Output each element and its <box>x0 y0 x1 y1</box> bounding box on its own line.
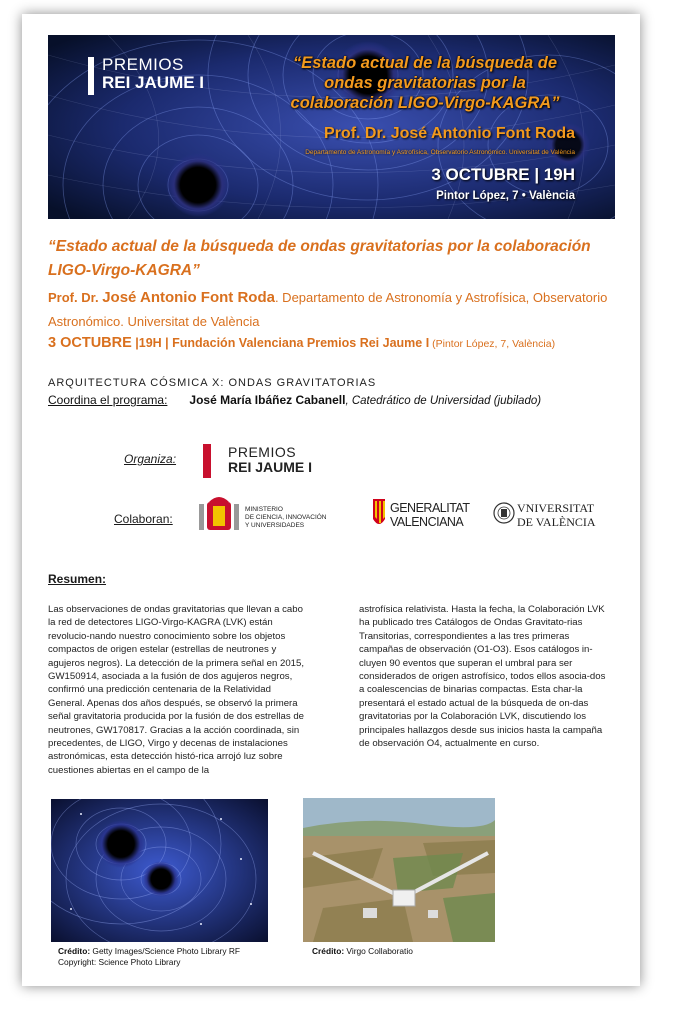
ministerio-text <box>245 506 345 530</box>
banner-logo-line2: REI JAUME I <box>102 73 205 92</box>
image1-credit-label: Crédito: <box>58 946 91 956</box>
universitat-text <box>517 501 596 529</box>
image2-credit-label: Crédito: <box>312 946 345 956</box>
generalitat-text <box>390 501 469 529</box>
universitat-line2: DE VALÈNCIA <box>517 515 596 529</box>
banner-department: Departamento de Astronomía y Astrofísica, Observatorio Astronómico. Universitat de València <box>305 149 575 156</box>
speaker-affiliation: . Departamento de Astronomía y Astrofísica, Observatorio Astronómico. Universitat de València <box>48 290 608 329</box>
spain-coat-of-arms-icon <box>197 494 241 536</box>
organiza-label: Organiza: <box>124 452 177 466</box>
image1-copyright: Copyright: Science Photo Library <box>58 957 181 967</box>
banner-speaker: Prof. Dr. José Antonio Font Roda <box>324 125 575 142</box>
virgo-detector-image <box>303 798 495 942</box>
coordinator-line <box>48 393 541 407</box>
banner-logo-line1: PREMIOS <box>102 55 184 74</box>
coordinator-label: Coordina el programa: <box>48 393 168 407</box>
banner-place: Pintor López, 7 • València <box>436 190 575 202</box>
speaker-name: José Antonio Font Roda <box>102 289 275 306</box>
banner-title: “Estado actual de la búsqueda de ondas gravitatorias por la colaboración LIGO-Virgo-KAGRA” <box>290 54 560 112</box>
premios-logo-line1: PREMIOS <box>228 444 297 460</box>
generalitat-emblem-icon <box>370 497 388 531</box>
ministerio-logo <box>197 494 327 541</box>
generalitat-logo <box>370 497 470 536</box>
ministerio-line1: MINISTERIO <box>245 506 283 513</box>
ministerio-line2: DE CIENCIA, INNOVACIÓN <box>245 514 327 521</box>
black-holes-image <box>51 799 268 942</box>
black-holes-illustration <box>51 799 268 942</box>
series-title: ARQUITECTURA CÓSMICA X: ONDAS GRAVITATORIAS <box>48 377 377 389</box>
resumen-column-1: Las observaciones de ondas gravitatorias que llevan a cabo la red de detectores LIGO-Virgo-KAGRA (LVK) están revolucio-nando nuestro conocimiento sobre los objetos compactos de origen estelar (estrellas de neutrones y agujeros negros). La detección de la primera señal en 2015, GW150914, asociada a la fusión de dos agujeros negros, confirmó una predicción centenaria de la Relatividad General. Apenas dos años después, se observó la primera señal gravitatoria producida por la fusión de dos estrellas de neutrones, GW170817. Gracias a la acción coordinada, sin precedentes, de LIGO, Virgo y decenas de instalaciones astronómicas, esta detección histó-rica arrojó luz sobre cuestiones abiertas en el campo de la <box>48 604 304 776</box>
virgo-aerial-photo <box>303 798 495 942</box>
universitat-logo <box>493 499 596 532</box>
coordinator-name: José María Ibáñez Cabanell <box>189 393 346 407</box>
event-date: 3 OCTUBRE <box>48 335 132 351</box>
event-banner <box>48 35 615 219</box>
colaboran-label: Colaboran: <box>114 512 173 526</box>
banner-date: 3 OCTUBRE | 19H <box>431 165 575 184</box>
resumen-column-2: astrofísica relativista. Hasta la fecha, la Colaboración LVK ha publicado tres Catálogos de Ondas Gravitato-rias Transitorias, correspondientes a las tres primeras campañas de observación (O1-O3). Esos catálogos in-cluyen 90 eventos que superan el umbral para ser considerados de origen astrofísico, todos ellos asocia-dos a coalescencias de binarias compactas. Esta char-la presentará el estado actual de la búsqueda de on-das gravitatorias por la Colaboración LVK, discutiendo los principales hallazgos desde sus inicios hasta la campaña de observación O4, actualmente en curso. <box>359 604 606 750</box>
universitat-line1: VNIVERSITAT <box>517 501 595 515</box>
premios-logo-bar <box>203 444 211 478</box>
image2-credit <box>312 946 413 957</box>
ministerio-line3: Y UNIVERSIDADES <box>245 522 305 529</box>
image1-credit <box>58 946 240 968</box>
universitat-seal-icon <box>493 499 515 527</box>
event-address: (Pintor López, 7, València) <box>429 338 556 350</box>
event-line <box>48 335 628 351</box>
coordinator-role: , Catedrático de Universidad (jubilado) <box>345 395 542 407</box>
speaker-line <box>48 286 608 334</box>
talk-title: “Estado actual de la búsqueda de ondas gravitatorias por la colaboración LIGO-Virgo-KAGRA” <box>48 238 591 279</box>
generalitat-line2: VALENCIANA <box>390 515 464 529</box>
logo-bar <box>88 57 94 95</box>
resumen-heading: Resumen: <box>48 572 107 586</box>
premios-logo-line2: REI JAUME I <box>228 459 313 475</box>
image1-credit-text: Getty Images/Science Photo Library RF <box>90 946 240 956</box>
image2-credit-text: Virgo Collaboratio <box>344 946 413 956</box>
generalitat-line1: GENERALITAT <box>390 501 470 515</box>
speaker-prefix: Prof. Dr. <box>48 290 103 305</box>
event-time-venue: |19H | Fundación Valenciana Premios Rei Jaume I <box>131 336 430 350</box>
